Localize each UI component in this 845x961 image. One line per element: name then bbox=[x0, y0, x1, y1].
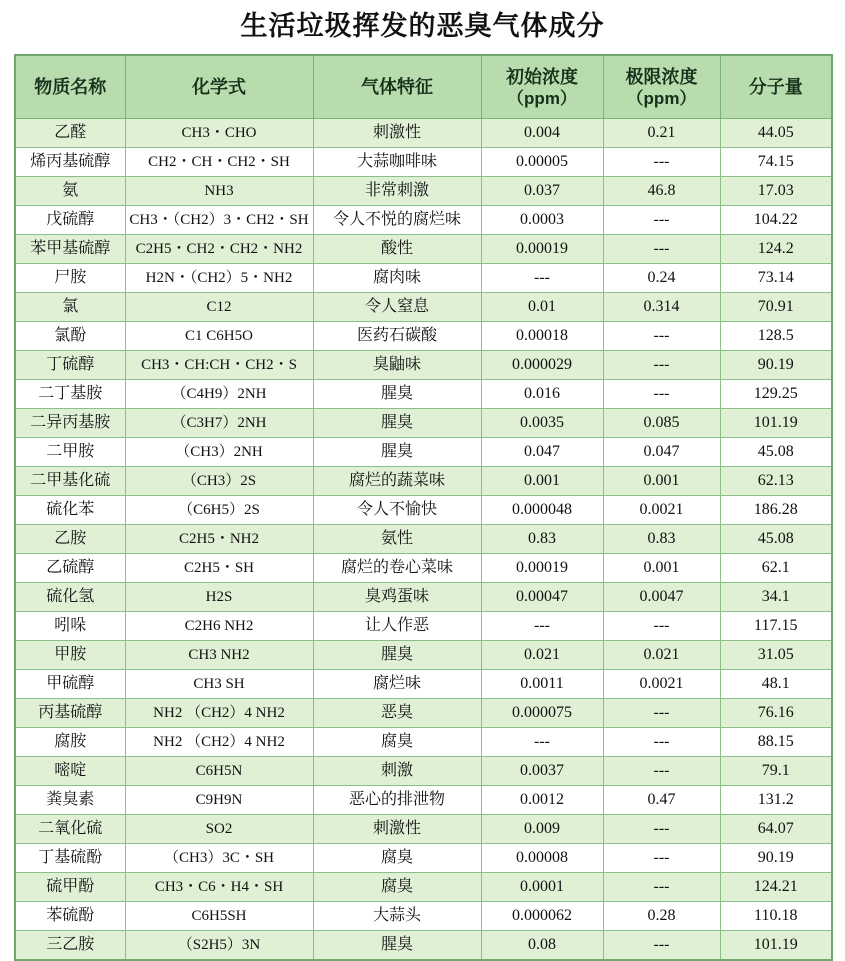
column-header-initial-concentration bbox=[481, 55, 603, 119]
cell-initial-concentration: 0.047 bbox=[481, 438, 603, 467]
cell-initial-concentration: 0.00019 bbox=[481, 554, 603, 583]
table-row bbox=[15, 757, 832, 786]
cell-initial-concentration: 0.08 bbox=[481, 931, 603, 961]
cell-substance-name: 苯甲基硫醇 bbox=[15, 235, 125, 264]
column-header-line2: （ppm） bbox=[507, 89, 577, 109]
cell-chemical-formula: （CH3）2NH bbox=[125, 438, 313, 467]
table-row bbox=[15, 206, 832, 235]
cell-molecular-weight: 62.13 bbox=[720, 467, 832, 496]
cell-molecular-weight: 131.2 bbox=[720, 786, 832, 815]
cell-molecular-weight: 17.03 bbox=[720, 177, 832, 206]
cell-molecular-weight: 70.91 bbox=[720, 293, 832, 322]
cell-initial-concentration: 0.0035 bbox=[481, 409, 603, 438]
cell-limit-concentration: --- bbox=[603, 728, 720, 757]
cell-gas-feature: 刺激性 bbox=[313, 119, 481, 148]
cell-initial-concentration: 0.004 bbox=[481, 119, 603, 148]
cell-molecular-weight: 124.21 bbox=[720, 873, 832, 902]
cell-substance-name: 二丁基胺 bbox=[15, 380, 125, 409]
table-row bbox=[15, 148, 832, 177]
cell-molecular-weight: 73.14 bbox=[720, 264, 832, 293]
cell-limit-concentration: --- bbox=[603, 380, 720, 409]
cell-gas-feature: 非常刺激 bbox=[313, 177, 481, 206]
cell-gas-feature: 臭鼬味 bbox=[313, 351, 481, 380]
cell-molecular-weight: 88.15 bbox=[720, 728, 832, 757]
cell-molecular-weight: 117.15 bbox=[720, 612, 832, 641]
cell-initial-concentration: 0.0001 bbox=[481, 873, 603, 902]
column-header-line1: 化学式 bbox=[192, 77, 246, 98]
cell-chemical-formula: （CH3）3C・SH bbox=[125, 844, 313, 873]
cell-limit-concentration: 0.001 bbox=[603, 467, 720, 496]
cell-limit-concentration: --- bbox=[603, 815, 720, 844]
table-row bbox=[15, 844, 832, 873]
cell-chemical-formula: C6H5SH bbox=[125, 902, 313, 931]
cell-limit-concentration: 0.21 bbox=[603, 119, 720, 148]
cell-limit-concentration: 0.24 bbox=[603, 264, 720, 293]
table-row bbox=[15, 119, 832, 148]
cell-chemical-formula: NH2 （CH2）4 NH2 bbox=[125, 699, 313, 728]
column-header-chemical-formula bbox=[125, 55, 313, 119]
cell-chemical-formula: CH3 NH2 bbox=[125, 641, 313, 670]
cell-limit-concentration: 0.0021 bbox=[603, 496, 720, 525]
cell-substance-name: 烯丙基硫醇 bbox=[15, 148, 125, 177]
cell-substance-name: 三乙胺 bbox=[15, 931, 125, 961]
cell-chemical-formula: C2H5・CH2・CH2・NH2 bbox=[125, 235, 313, 264]
cell-gas-feature: 腥臭 bbox=[313, 931, 481, 961]
cell-initial-concentration: --- bbox=[481, 612, 603, 641]
table-row bbox=[15, 699, 832, 728]
cell-initial-concentration: 0.00019 bbox=[481, 235, 603, 264]
cell-chemical-formula: CH3・C6・H4・SH bbox=[125, 873, 313, 902]
cell-molecular-weight: 76.16 bbox=[720, 699, 832, 728]
cell-initial-concentration: 0.83 bbox=[481, 525, 603, 554]
cell-molecular-weight: 110.18 bbox=[720, 902, 832, 931]
cell-limit-concentration: --- bbox=[603, 612, 720, 641]
cell-gas-feature: 恶心的排泄物 bbox=[313, 786, 481, 815]
odor-gas-table bbox=[14, 54, 833, 961]
table-row bbox=[15, 235, 832, 264]
table-row bbox=[15, 641, 832, 670]
cell-substance-name: 丁硫醇 bbox=[15, 351, 125, 380]
cell-substance-name: 吲哚 bbox=[15, 612, 125, 641]
cell-substance-name: 戊硫醇 bbox=[15, 206, 125, 235]
cell-substance-name: 乙醛 bbox=[15, 119, 125, 148]
cell-initial-concentration: 0.00005 bbox=[481, 148, 603, 177]
cell-initial-concentration: 0.00018 bbox=[481, 322, 603, 351]
table-row bbox=[15, 293, 832, 322]
cell-substance-name: 二甲基化硫 bbox=[15, 467, 125, 496]
table-row bbox=[15, 902, 832, 931]
column-header-line1: 初始浓度 bbox=[506, 66, 578, 87]
cell-molecular-weight: 64.07 bbox=[720, 815, 832, 844]
table-body bbox=[15, 119, 832, 961]
cell-molecular-weight: 104.22 bbox=[720, 206, 832, 235]
table-header bbox=[15, 55, 832, 119]
cell-substance-name: 甲胺 bbox=[15, 641, 125, 670]
cell-substance-name: 粪臭素 bbox=[15, 786, 125, 815]
table-row bbox=[15, 380, 832, 409]
cell-initial-concentration: 0.009 bbox=[481, 815, 603, 844]
cell-chemical-formula: CH3・CHO bbox=[125, 119, 313, 148]
table-row bbox=[15, 409, 832, 438]
cell-gas-feature: 大蒜头 bbox=[313, 902, 481, 931]
cell-chemical-formula: H2S bbox=[125, 583, 313, 612]
cell-initial-concentration: 0.000062 bbox=[481, 902, 603, 931]
cell-initial-concentration: 0.000029 bbox=[481, 351, 603, 380]
cell-substance-name: 乙硫醇 bbox=[15, 554, 125, 583]
cell-gas-feature: 恶臭 bbox=[313, 699, 481, 728]
column-header-line1: 分子量 bbox=[748, 77, 803, 98]
table-row bbox=[15, 438, 832, 467]
cell-initial-concentration: 0.0012 bbox=[481, 786, 603, 815]
cell-gas-feature: 腥臭 bbox=[313, 409, 481, 438]
cell-initial-concentration: 0.0011 bbox=[481, 670, 603, 699]
cell-gas-feature: 腐臭 bbox=[313, 844, 481, 873]
cell-limit-concentration: 0.085 bbox=[603, 409, 720, 438]
column-header-line1: 极限浓度 bbox=[625, 66, 698, 87]
table-row bbox=[15, 351, 832, 380]
table-row bbox=[15, 815, 832, 844]
table-row bbox=[15, 612, 832, 641]
cell-gas-feature: 臭鸡蛋味 bbox=[313, 583, 481, 612]
cell-substance-name: 二氧化硫 bbox=[15, 815, 125, 844]
cell-initial-concentration: 0.01 bbox=[481, 293, 603, 322]
cell-gas-feature: 氨性 bbox=[313, 525, 481, 554]
cell-chemical-formula: C2H5・SH bbox=[125, 554, 313, 583]
cell-limit-concentration: --- bbox=[603, 351, 720, 380]
cell-limit-concentration: 0.021 bbox=[603, 641, 720, 670]
cell-chemical-formula: CH2・CH・CH2・SH bbox=[125, 148, 313, 177]
table-row bbox=[15, 583, 832, 612]
column-header-molecular-weight bbox=[720, 55, 832, 119]
cell-limit-concentration: --- bbox=[603, 844, 720, 873]
cell-substance-name: 硫甲酚 bbox=[15, 873, 125, 902]
cell-limit-concentration: 0.47 bbox=[603, 786, 720, 815]
column-header-line2: （ppm） bbox=[626, 89, 697, 109]
cell-molecular-weight: 45.08 bbox=[720, 525, 832, 554]
cell-gas-feature: 令人不悦的腐烂味 bbox=[313, 206, 481, 235]
cell-molecular-weight: 79.1 bbox=[720, 757, 832, 786]
cell-substance-name: 腐胺 bbox=[15, 728, 125, 757]
cell-initial-concentration: --- bbox=[481, 728, 603, 757]
cell-limit-concentration: 0.0047 bbox=[603, 583, 720, 612]
cell-gas-feature: 腐烂的卷心菜味 bbox=[313, 554, 481, 583]
table-row bbox=[15, 322, 832, 351]
cell-gas-feature: 让人作恶 bbox=[313, 612, 481, 641]
cell-limit-concentration: 0.314 bbox=[603, 293, 720, 322]
cell-limit-concentration: --- bbox=[603, 699, 720, 728]
cell-molecular-weight: 62.1 bbox=[720, 554, 832, 583]
cell-substance-name: 丙基硫醇 bbox=[15, 699, 125, 728]
cell-substance-name: 二异丙基胺 bbox=[15, 409, 125, 438]
cell-chemical-formula: （CH3）2S bbox=[125, 467, 313, 496]
cell-chemical-formula: （S2H5）3N bbox=[125, 931, 313, 961]
table-row bbox=[15, 467, 832, 496]
cell-initial-concentration: 0.000075 bbox=[481, 699, 603, 728]
cell-gas-feature: 腥臭 bbox=[313, 438, 481, 467]
cell-gas-feature: 腐肉味 bbox=[313, 264, 481, 293]
cell-molecular-weight: 45.08 bbox=[720, 438, 832, 467]
table-row bbox=[15, 728, 832, 757]
cell-initial-concentration: --- bbox=[481, 264, 603, 293]
cell-molecular-weight: 48.1 bbox=[720, 670, 832, 699]
cell-molecular-weight: 34.1 bbox=[720, 583, 832, 612]
cell-substance-name: 氯 bbox=[15, 293, 125, 322]
cell-chemical-formula: SO2 bbox=[125, 815, 313, 844]
cell-chemical-formula: H2N・（CH2）5・NH2 bbox=[125, 264, 313, 293]
cell-gas-feature: 大蒜咖啡味 bbox=[313, 148, 481, 177]
table-row bbox=[15, 554, 832, 583]
cell-limit-concentration: --- bbox=[603, 235, 720, 264]
cell-substance-name: 苯硫酚 bbox=[15, 902, 125, 931]
table-row bbox=[15, 177, 832, 206]
table-row bbox=[15, 264, 832, 293]
cell-limit-concentration: --- bbox=[603, 148, 720, 177]
cell-chemical-formula: C6H5N bbox=[125, 757, 313, 786]
cell-substance-name: 乙胺 bbox=[15, 525, 125, 554]
cell-gas-feature: 刺激性 bbox=[313, 815, 481, 844]
cell-gas-feature: 腐臭 bbox=[313, 873, 481, 902]
table-row bbox=[15, 873, 832, 902]
cell-initial-concentration: 0.000048 bbox=[481, 496, 603, 525]
column-header-limit-concentration bbox=[603, 55, 720, 119]
cell-limit-concentration: 0.001 bbox=[603, 554, 720, 583]
cell-substance-name: 硫化苯 bbox=[15, 496, 125, 525]
cell-chemical-formula: C2H5・NH2 bbox=[125, 525, 313, 554]
column-header-line1: 气体特征 bbox=[361, 77, 433, 98]
cell-limit-concentration: --- bbox=[603, 873, 720, 902]
cell-initial-concentration: 0.037 bbox=[481, 177, 603, 206]
cell-substance-name: 甲硫醇 bbox=[15, 670, 125, 699]
cell-gas-feature: 酸性 bbox=[313, 235, 481, 264]
cell-chemical-formula: NH3 bbox=[125, 177, 313, 206]
cell-substance-name: 二甲胺 bbox=[15, 438, 125, 467]
cell-molecular-weight: 31.05 bbox=[720, 641, 832, 670]
cell-initial-concentration: 0.00047 bbox=[481, 583, 603, 612]
cell-molecular-weight: 90.19 bbox=[720, 351, 832, 380]
cell-gas-feature: 腐烂的蔬菜味 bbox=[313, 467, 481, 496]
cell-chemical-formula: CH3 SH bbox=[125, 670, 313, 699]
cell-chemical-formula: NH2 （CH2）4 NH2 bbox=[125, 728, 313, 757]
cell-chemical-formula: C12 bbox=[125, 293, 313, 322]
cell-molecular-weight: 101.19 bbox=[720, 409, 832, 438]
cell-molecular-weight: 128.5 bbox=[720, 322, 832, 351]
cell-limit-concentration: 46.8 bbox=[603, 177, 720, 206]
cell-limit-concentration: 0.28 bbox=[603, 902, 720, 931]
cell-molecular-weight: 186.28 bbox=[720, 496, 832, 525]
cell-molecular-weight: 129.25 bbox=[720, 380, 832, 409]
table-row bbox=[15, 931, 832, 961]
cell-limit-concentration: 0.0021 bbox=[603, 670, 720, 699]
cell-chemical-formula: CH3・CH:CH・CH2・S bbox=[125, 351, 313, 380]
cell-initial-concentration: 0.021 bbox=[481, 641, 603, 670]
cell-chemical-formula: C9H9N bbox=[125, 786, 313, 815]
cell-substance-name: 尸胺 bbox=[15, 264, 125, 293]
cell-gas-feature: 腐烂味 bbox=[313, 670, 481, 699]
cell-molecular-weight: 101.19 bbox=[720, 931, 832, 961]
cell-gas-feature: 医药石碳酸 bbox=[313, 322, 481, 351]
table-row bbox=[15, 496, 832, 525]
cell-limit-concentration: --- bbox=[603, 206, 720, 235]
column-header-line1: 物质名称 bbox=[34, 77, 107, 98]
cell-limit-concentration: --- bbox=[603, 757, 720, 786]
cell-molecular-weight: 124.2 bbox=[720, 235, 832, 264]
cell-gas-feature: 腥臭 bbox=[313, 380, 481, 409]
cell-molecular-weight: 90.19 bbox=[720, 844, 832, 873]
cell-molecular-weight: 74.15 bbox=[720, 148, 832, 177]
cell-molecular-weight: 44.05 bbox=[720, 119, 832, 148]
cell-gas-feature: 令人不愉快 bbox=[313, 496, 481, 525]
table-row bbox=[15, 670, 832, 699]
cell-substance-name: 氯酚 bbox=[15, 322, 125, 351]
table-row bbox=[15, 786, 832, 815]
cell-chemical-formula: （C3H7）2NH bbox=[125, 409, 313, 438]
cell-substance-name: 丁基硫酚 bbox=[15, 844, 125, 873]
cell-substance-name: 嘧啶 bbox=[15, 757, 125, 786]
cell-gas-feature: 腐臭 bbox=[313, 728, 481, 757]
cell-limit-concentration: --- bbox=[603, 931, 720, 961]
table-row bbox=[15, 525, 832, 554]
cell-chemical-formula: CH3・（CH2）3・CH2・SH bbox=[125, 206, 313, 235]
table-header-row bbox=[15, 55, 832, 119]
cell-limit-concentration: 0.047 bbox=[603, 438, 720, 467]
cell-initial-concentration: 0.00008 bbox=[481, 844, 603, 873]
cell-chemical-formula: （C4H9）2NH bbox=[125, 380, 313, 409]
cell-gas-feature: 刺激 bbox=[313, 757, 481, 786]
cell-chemical-formula: （C6H5）2S bbox=[125, 496, 313, 525]
cell-initial-concentration: 0.016 bbox=[481, 380, 603, 409]
cell-initial-concentration: 0.001 bbox=[481, 467, 603, 496]
column-header-gas-feature bbox=[313, 55, 481, 119]
cell-gas-feature: 腥臭 bbox=[313, 641, 481, 670]
cell-chemical-formula: C1 C6H5O bbox=[125, 322, 313, 351]
cell-substance-name: 硫化氢 bbox=[15, 583, 125, 612]
cell-initial-concentration: 0.0003 bbox=[481, 206, 603, 235]
cell-chemical-formula: C2H6 NH2 bbox=[125, 612, 313, 641]
column-header-substance-name bbox=[15, 55, 125, 119]
cell-gas-feature: 令人窒息 bbox=[313, 293, 481, 322]
cell-initial-concentration: 0.0037 bbox=[481, 757, 603, 786]
cell-limit-concentration: --- bbox=[603, 322, 720, 351]
cell-limit-concentration: 0.83 bbox=[603, 525, 720, 554]
page-title: 生活垃圾挥发的恶臭气体成分 bbox=[240, 11, 605, 41]
cell-substance-name: 氨 bbox=[15, 177, 125, 206]
